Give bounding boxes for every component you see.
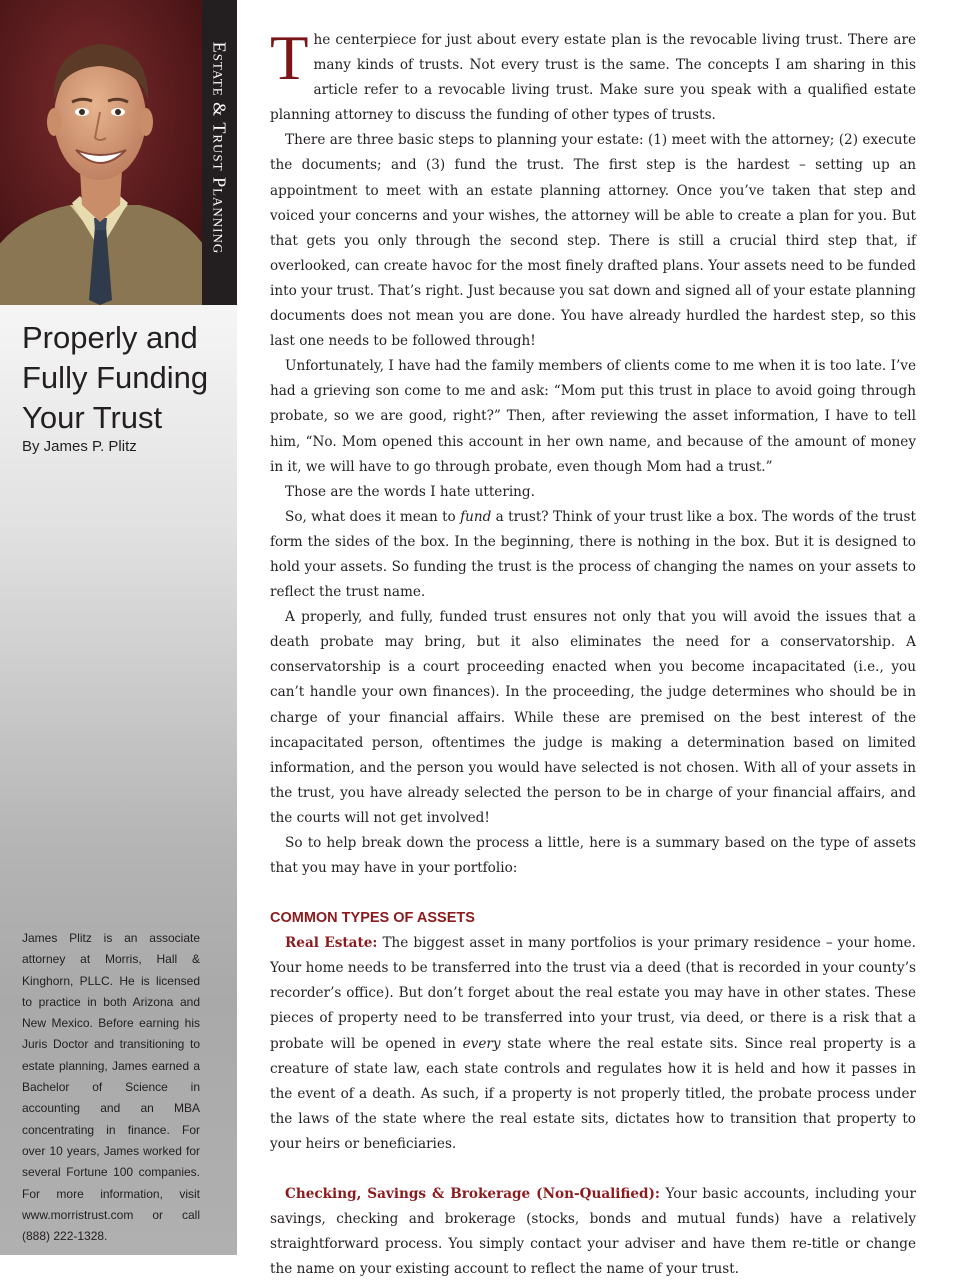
author-bio: James Plitz is an associate attorney at Morris, Hall & Kinghorn, PLLC. He is licensed to practice in both Arizona and New Mexico. Before earning his Juris Doctor and transitioning to estate planning, James earned a Bachelor of Science in accounting and an MBA concentrating in finance. For over 10 years, James worked for several Fortune 100 companies. For more information, visit www.morristrust.com or call (888) 222-1328. xyxy=(22,931,200,1244)
article-paragraph: The centerpiece for just about every estate plan is the revocable living trust. There are many kinds of trusts. Not every trust is the same. The concepts I am sharing in this article refer to a revocable living trust. Make sure you speak with a qualified estate planning attorney to discuss the funding of other types of trusts. xyxy=(270,23,916,124)
real-estate-label: Real Estate: xyxy=(285,935,378,952)
article-paragraph: Unfortunately, I have had the family members of clients come to me when it is too late. I’ve had a grieving son come to me and ask: “Mom put this trust in place to avoid going through probate, so we are good, right?” Then, after reviewing the asset information, I have to tell him, “No. Mom opened this account in her own name, and because of the amount of money in it, we will have to go through probate, even though Mom had a trust.” xyxy=(270,358,916,475)
article-paragraph: There are three basic steps to planning your estate: (1) meet with the attorney; (2) execute the documents; and (3) fund the trust. The first step is the hardest – setting up an appointment to meet with an estate planning attorney. Once you’ve taken that step and voiced your concerns and your wishes, the attorney will be able to create a plan for you. But that gets you only through the second step. There is still a crucial third step that, if overlooked, can create havoc for the most finely drafted plans. Your assets need to be funded into your trust. That’s right. Just because you sat down and signed all of your estate planning documents does not mean you are done. You have already hurdled the hardest step, so this last one needs to be followed through! xyxy=(270,132,916,350)
drop-cap: T xyxy=(270,23,309,93)
author-photo xyxy=(0,0,202,305)
article-paragraph: So, what does it mean to fund a trust? Think of your trust like a box. The words of the trust form the sides of the box. In the beginning, there is nothing in the box. But it is designed to hold your assets. So funding the trust is the process of changing the names on your assets to reflect the trust name. xyxy=(270,508,916,601)
author-portrait-illustration xyxy=(0,0,202,305)
article-body xyxy=(270,23,917,1282)
article-paragraph: So to help break down the process a little, here is a summary based on the type of assets that you may have in your portfolio: xyxy=(270,835,916,877)
section-heading: COMMON TYPES OF ASSETS xyxy=(270,910,475,927)
sidebar xyxy=(0,0,237,1255)
checking-savings-label: Checking, Savings & Brokerage (Non-Qualified): xyxy=(285,1186,660,1203)
author-byline: By James P. Plitz xyxy=(22,438,137,455)
section-label: Estate & Trust Planning xyxy=(209,41,230,255)
real-estate-paragraph: Real Estate: The biggest asset in many portfolios is your primary residence – your home. Your home needs to be transferred into the trust via a deed (that is recorded in your county’s recorder’s office). But don’t forget about the real estate you may have in other states. These pieces of property need to be transferred into your trust, via deed, or there is a risk that a probate will be opened in every state where the real estate sits. Since real property is a creature of state law, each state controls and regulates how it is held and how it passes in the event of a death. As such, if a property is not properly titled, the probate process under the laws of the state where the real estate sits, dictates how to transition that property to your heirs or beneficiaries. xyxy=(270,935,917,1152)
article-paragraph: Those are the words I hate uttering. xyxy=(285,483,535,500)
article-paragraph: A properly, and fully, funded trust ensures not only that you will avoid the issues that a death probate may bring, but it also eliminates the need for a conservatorship. A conservatorship is a court proceeding enacted when you become incapacitated (i.e., you can’t handle your own finances). In the proceeding, the judge determines who should be in charge of your financial affairs. While these are premised on the best interest of the incapacitated person, oftentimes the judge is making a determination based on limited information, and the person you would have selected is not chosen. With all of your assets in the trust, you have already selected the person to be in charge of your financial affairs, and the courts will not get involved! xyxy=(270,609,916,826)
article-title: Properly and Fully Funding Your Trust xyxy=(22,320,209,435)
checking-savings-paragraph: Checking, Savings & Brokerage (Non-Qualified): Your basic accounts, including your savings, checking and brokerage (stocks, bonds and mutual funds) have a relatively straightforward process. You simply contact your adviser and have them re-title or change the name on your existing account to reflect the name of your trust. xyxy=(270,1186,916,1278)
